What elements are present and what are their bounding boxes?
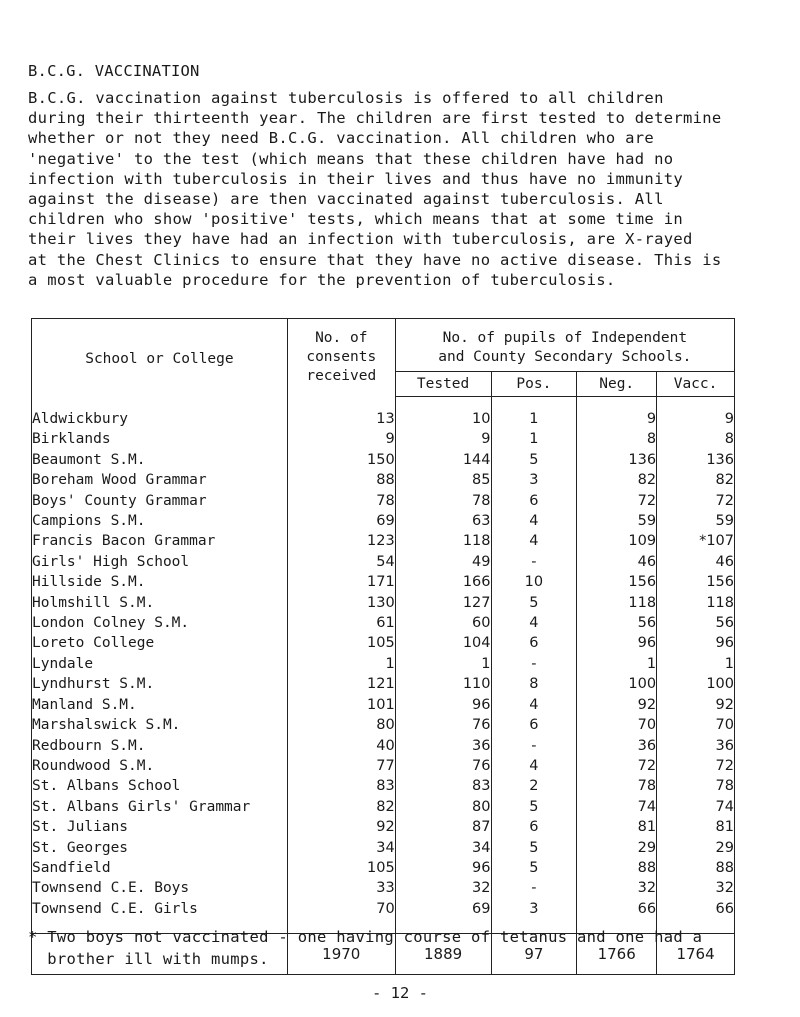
- table-row: [32, 756, 735, 776]
- consents-cell: 171: [287, 572, 395, 592]
- intro-paragraph: [28, 88, 778, 290]
- pos-cell: -: [491, 736, 577, 756]
- total-vacc: 1764: [657, 934, 735, 975]
- consents-cell: 61: [287, 613, 395, 633]
- tested-cell: 49: [395, 552, 491, 572]
- consents-cell: 123: [287, 531, 395, 551]
- page-number: - 12 -: [372, 984, 428, 1002]
- pos-cell: 6: [491, 491, 577, 511]
- school-name: Redbourn S.M.: [32, 736, 288, 756]
- header-consents-line: received: [306, 368, 377, 385]
- table-row: [32, 409, 735, 429]
- consents-cell: 150: [287, 450, 395, 470]
- pos-cell: 6: [491, 817, 577, 837]
- table-row: [32, 674, 735, 694]
- neg-cell: 81: [577, 817, 657, 837]
- school-name: Francis Bacon Grammar: [32, 531, 288, 551]
- header-consents-line: No. of: [315, 330, 368, 347]
- table-row: [32, 899, 735, 919]
- school-name: Birklands: [32, 429, 288, 449]
- pos-cell: 6: [491, 633, 577, 653]
- intro-line: B.C.G. vaccination against tuberculosis is offered to all children: [28, 89, 664, 107]
- tested-cell: 110: [395, 674, 491, 694]
- consents-cell: 88: [287, 470, 395, 490]
- pos-cell: 5: [491, 450, 577, 470]
- consents-cell: 69: [287, 511, 395, 531]
- school-name: London Colney S.M.: [32, 613, 288, 633]
- intro-line: their lives they have had an infection with tuberculosis, are X-rayed: [28, 230, 693, 249]
- header-school: School or College: [32, 319, 288, 397]
- pos-cell: -: [491, 878, 577, 898]
- vacc-cell: 156: [657, 572, 735, 592]
- school-name: Sandfield: [32, 858, 288, 878]
- school-name: Aldwickbury: [32, 409, 288, 429]
- tested-cell: 76: [395, 756, 491, 776]
- school-name: Girls' High School: [32, 552, 288, 572]
- spacer-row: [32, 397, 735, 410]
- tested-cell: 104: [395, 633, 491, 653]
- table-row: [32, 511, 735, 531]
- table-row: [32, 654, 735, 674]
- consents-cell: 9: [287, 429, 395, 449]
- school-name: Boreham Wood Grammar: [32, 470, 288, 490]
- neg-cell: 118: [577, 593, 657, 613]
- footnote: [28, 926, 778, 970]
- pos-cell: 1: [491, 429, 577, 449]
- school-name: Campions S.M.: [32, 511, 288, 531]
- pos-cell: -: [491, 654, 577, 674]
- consents-cell: 80: [287, 715, 395, 735]
- tested-cell: 118: [395, 531, 491, 551]
- vacc-cell: 8: [657, 429, 735, 449]
- tested-cell: 83: [395, 776, 491, 796]
- tested-cell: 9: [395, 429, 491, 449]
- consents-cell: 130: [287, 593, 395, 613]
- tested-cell: 60: [395, 613, 491, 633]
- consents-cell: 101: [287, 695, 395, 715]
- table-row: [32, 429, 735, 449]
- consents-cell: 40: [287, 736, 395, 756]
- tested-cell: 87: [395, 817, 491, 837]
- neg-cell: 36: [577, 736, 657, 756]
- table-row: [32, 450, 735, 470]
- header-tested: Tested: [395, 372, 491, 397]
- spacer-cell: [657, 397, 735, 410]
- table-row: [32, 838, 735, 858]
- spacer-cell: [287, 397, 395, 410]
- vacc-cell: 9: [657, 409, 735, 429]
- total-neg: 1766: [577, 934, 657, 975]
- consents-cell: 54: [287, 552, 395, 572]
- table-row: [32, 878, 735, 898]
- vacc-cell: 118: [657, 593, 735, 613]
- header-consents: [287, 319, 395, 397]
- tested-cell: 80: [395, 797, 491, 817]
- intro-line: during their thirteenth year. The children are first tested to determine: [28, 109, 722, 128]
- vacc-cell: 88: [657, 858, 735, 878]
- neg-cell: 88: [577, 858, 657, 878]
- pos-cell: 8: [491, 674, 577, 694]
- header-group-line: No. of pupils of Independent: [442, 330, 688, 346]
- footnote-line: * Two boys not vaccinated - one having course of tetanus and one had a: [28, 928, 703, 946]
- tested-cell: 85: [395, 470, 491, 490]
- vacc-cell: 74: [657, 797, 735, 817]
- school-name: Townsend C.E. Boys: [32, 878, 288, 898]
- consents-cell: 105: [287, 633, 395, 653]
- vacc-cell: 81: [657, 817, 735, 837]
- table-row: [32, 491, 735, 511]
- pos-cell: 5: [491, 858, 577, 878]
- neg-cell: 29: [577, 838, 657, 858]
- school-name: Holmshill S.M.: [32, 593, 288, 613]
- intro-line: against the disease) are then vaccinated against tuberculosis. All: [28, 190, 664, 209]
- header-pupils-group: [395, 319, 734, 372]
- consents-cell: 1: [287, 654, 395, 674]
- consents-cell: 34: [287, 838, 395, 858]
- table-row: [32, 593, 735, 613]
- neg-cell: 72: [577, 491, 657, 511]
- school-name: Loreto College: [32, 633, 288, 653]
- neg-cell: 82: [577, 470, 657, 490]
- vacc-cell: 29: [657, 838, 735, 858]
- table-row: [32, 736, 735, 756]
- consents-cell: 13: [287, 409, 395, 429]
- school-name: St. Albans School: [32, 776, 288, 796]
- neg-cell: 96: [577, 633, 657, 653]
- table-row: [32, 817, 735, 837]
- intro-line: children who show 'positive' tests, which means that at some time in: [28, 210, 683, 229]
- intro-line: whether or not they need B.C.G. vaccination. All children who are: [28, 129, 655, 148]
- tested-cell: 144: [395, 450, 491, 470]
- school-name: St. Georges: [32, 838, 288, 858]
- consents-cell: 33: [287, 878, 395, 898]
- consents-cell: 92: [287, 817, 395, 837]
- header-group-line: and County Secondary Schools.: [438, 349, 692, 365]
- pos-cell: -: [491, 552, 577, 572]
- pos-cell: 4: [491, 511, 577, 531]
- vacc-cell: 66: [657, 899, 735, 919]
- tested-cell: 63: [395, 511, 491, 531]
- neg-cell: 56: [577, 613, 657, 633]
- neg-cell: 66: [577, 899, 657, 919]
- spacer-cell: [577, 397, 657, 410]
- vacc-cell: *107: [657, 531, 735, 551]
- table-row: [32, 776, 735, 796]
- consents-cell: 105: [287, 858, 395, 878]
- neg-cell: 74: [577, 797, 657, 817]
- table-row: [32, 715, 735, 735]
- neg-cell: 32: [577, 878, 657, 898]
- vacc-cell: 1: [657, 654, 735, 674]
- pos-cell: 2: [491, 776, 577, 796]
- table-row: [32, 858, 735, 878]
- school-name: Roundwood S.M.: [32, 756, 288, 776]
- tested-cell: 32: [395, 878, 491, 898]
- school-name: Beaumont S.M.: [32, 450, 288, 470]
- neg-cell: 109: [577, 531, 657, 551]
- vaccination-table: [31, 318, 735, 975]
- vacc-cell: 72: [657, 491, 735, 511]
- vacc-cell: 59: [657, 511, 735, 531]
- section-heading: B.C.G. VACCINATION: [28, 62, 200, 80]
- vacc-cell: 96: [657, 633, 735, 653]
- vacc-cell: 70: [657, 715, 735, 735]
- intro-line: a most valuable procedure for the prevention of tuberculosis.: [28, 270, 616, 289]
- table-row: [32, 552, 735, 572]
- intro-line: infection with tuberculosis in their lives and thus have no immunity: [28, 169, 683, 188]
- pos-cell: 5: [491, 838, 577, 858]
- header-neg: Neg.: [577, 372, 657, 397]
- pos-cell: 5: [491, 797, 577, 817]
- school-name: Townsend C.E. Girls: [32, 899, 288, 919]
- header-consents-line: consents: [306, 349, 377, 366]
- total-tested: 1889: [395, 934, 491, 975]
- table-row: [32, 613, 735, 633]
- pos-cell: 1: [491, 409, 577, 429]
- table-row: [32, 695, 735, 715]
- pos-cell: 4: [491, 531, 577, 551]
- tested-cell: 36: [395, 736, 491, 756]
- vacc-cell: 56: [657, 613, 735, 633]
- vacc-cell: 92: [657, 695, 735, 715]
- neg-cell: 100: [577, 674, 657, 694]
- spacer-cell: [491, 397, 577, 410]
- table-row: [32, 531, 735, 551]
- intro-line: at the Chest Clinics to ensure that they have no active disease. This is: [28, 250, 722, 269]
- vacc-cell: 72: [657, 756, 735, 776]
- neg-cell: 1: [577, 654, 657, 674]
- spacer-cell: [395, 397, 491, 410]
- tested-cell: 78: [395, 491, 491, 511]
- total-consents: 1970: [287, 934, 395, 975]
- consents-cell: 70: [287, 899, 395, 919]
- tested-cell: 76: [395, 715, 491, 735]
- school-name: St. Julians: [32, 817, 288, 837]
- neg-cell: 46: [577, 552, 657, 572]
- vacc-cell: 32: [657, 878, 735, 898]
- neg-cell: 70: [577, 715, 657, 735]
- school-name: Marshalswick S.M.: [32, 715, 288, 735]
- pos-cell: 3: [491, 470, 577, 490]
- header-vacc: Vacc.: [657, 372, 735, 397]
- table-row: [32, 797, 735, 817]
- consents-cell: 121: [287, 674, 395, 694]
- table-body: [32, 397, 735, 934]
- table-row: [32, 572, 735, 592]
- vacc-cell: 46: [657, 552, 735, 572]
- neg-cell: 72: [577, 756, 657, 776]
- footnote-line: brother ill with mumps.: [28, 950, 269, 968]
- consents-cell: 77: [287, 756, 395, 776]
- neg-cell: 9: [577, 409, 657, 429]
- school-name: Lyndhurst S.M.: [32, 674, 288, 694]
- vacc-cell: 136: [657, 450, 735, 470]
- school-name: Hillside S.M.: [32, 572, 288, 592]
- neg-cell: 156: [577, 572, 657, 592]
- spacer-cell: [32, 397, 288, 410]
- tested-cell: 96: [395, 858, 491, 878]
- pos-cell: 5: [491, 593, 577, 613]
- neg-cell: 8: [577, 429, 657, 449]
- pos-cell: 3: [491, 899, 577, 919]
- table-row: [32, 633, 735, 653]
- total-pos: 97: [491, 934, 577, 975]
- neg-cell: 59: [577, 511, 657, 531]
- school-name: St. Albans Girls' Grammar: [32, 797, 288, 817]
- school-name: Manland S.M.: [32, 695, 288, 715]
- pos-cell: 4: [491, 695, 577, 715]
- consents-cell: 83: [287, 776, 395, 796]
- tested-cell: 166: [395, 572, 491, 592]
- pos-cell: 4: [491, 613, 577, 633]
- pos-cell: 6: [491, 715, 577, 735]
- pos-cell: 10: [491, 572, 577, 592]
- school-name: Boys' County Grammar: [32, 491, 288, 511]
- consents-cell: 78: [287, 491, 395, 511]
- tested-cell: 1: [395, 654, 491, 674]
- header-pos: Pos.: [491, 372, 577, 397]
- pos-cell: 4: [491, 756, 577, 776]
- school-name: Lyndale: [32, 654, 288, 674]
- tested-cell: 69: [395, 899, 491, 919]
- vacc-cell: 100: [657, 674, 735, 694]
- vacc-cell: 82: [657, 470, 735, 490]
- table-row: [32, 470, 735, 490]
- tested-cell: 127: [395, 593, 491, 613]
- vacc-cell: 36: [657, 736, 735, 756]
- tested-cell: 34: [395, 838, 491, 858]
- tested-cell: 10: [395, 409, 491, 429]
- neg-cell: 92: [577, 695, 657, 715]
- intro-line: 'negative' to the test (which means that these children have had no: [28, 149, 674, 168]
- tested-cell: 96: [395, 695, 491, 715]
- vacc-cell: 78: [657, 776, 735, 796]
- neg-cell: 78: [577, 776, 657, 796]
- neg-cell: 136: [577, 450, 657, 470]
- consents-cell: 82: [287, 797, 395, 817]
